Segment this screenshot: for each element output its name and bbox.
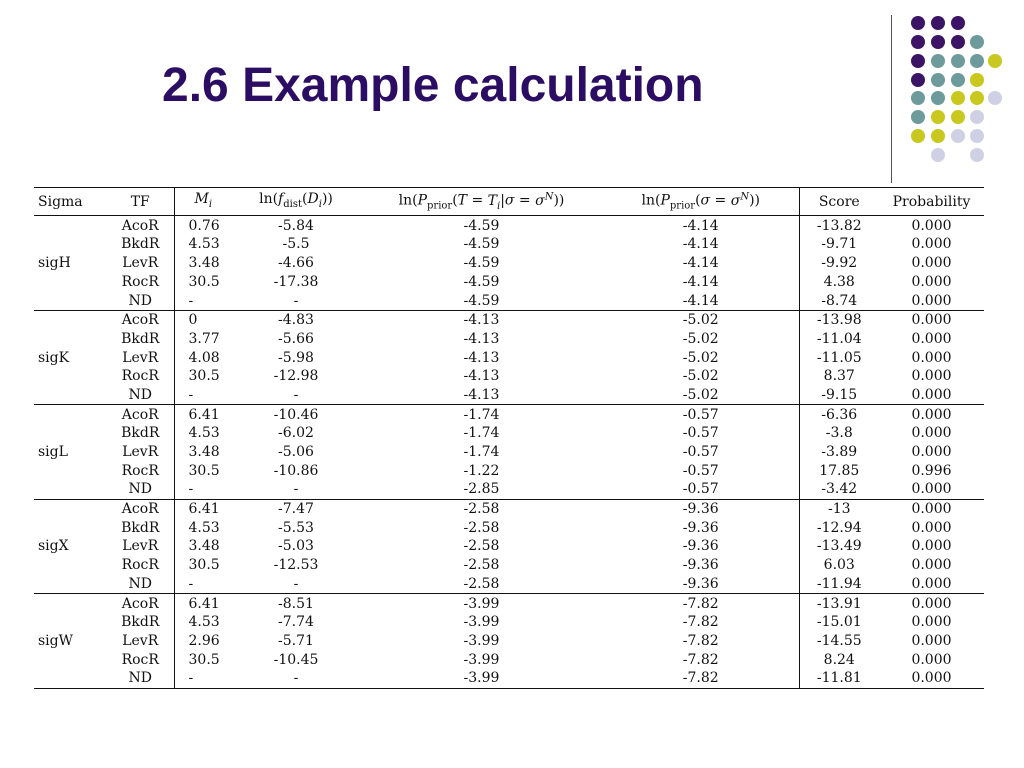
score-cell: 4.38 bbox=[823, 273, 855, 290]
sigma-group bbox=[34, 405, 984, 499]
mi-cell: 4.53 bbox=[188, 519, 220, 536]
sigma-cell: sigK bbox=[38, 349, 70, 366]
pprior-t-cell: -3.99 bbox=[463, 670, 500, 687]
decorative-dot bbox=[988, 54, 1002, 68]
decorative-dot bbox=[911, 54, 925, 68]
table-header-row bbox=[34, 188, 984, 216]
sigma-cell bbox=[34, 273, 107, 292]
pprior-t-cell: -1.22 bbox=[463, 462, 500, 479]
fdist-cell: -10.46 bbox=[273, 406, 319, 423]
probability-cell: 0.000 bbox=[911, 595, 952, 612]
sigma-cell bbox=[34, 405, 107, 424]
decorative-dot bbox=[931, 129, 945, 143]
pprior-t-cell: -4.13 bbox=[463, 312, 500, 329]
fdist-cell: -7.74 bbox=[278, 614, 314, 631]
pprior-sigma-cell: -5.02 bbox=[603, 386, 799, 405]
score-cell: 8.37 bbox=[823, 368, 855, 385]
sigma-group bbox=[34, 594, 984, 688]
score-cell: 8.24 bbox=[823, 651, 855, 668]
decorative-dot bbox=[951, 35, 965, 49]
probability-cell: 0.000 bbox=[911, 481, 952, 498]
sigma-cell: sigL bbox=[38, 444, 68, 461]
pprior-t-cell: -3.99 bbox=[463, 651, 500, 668]
score-cell: -13.98 bbox=[816, 312, 862, 329]
table-row bbox=[34, 273, 984, 292]
pprior-sigma-cell: -0.57 bbox=[603, 424, 799, 443]
pprior-sigma-cell: -4.14 bbox=[603, 254, 799, 273]
sigma-cell bbox=[34, 669, 107, 688]
tf-cell: ND bbox=[107, 291, 174, 310]
sigma-cell bbox=[34, 216, 107, 235]
table-row bbox=[34, 537, 984, 556]
tf-cell: BkdR bbox=[107, 424, 174, 443]
pprior-t-cell: -1.74 bbox=[463, 444, 500, 461]
decorative-dot bbox=[988, 91, 1002, 105]
decorative-dot bbox=[970, 110, 984, 124]
mi-cell: 4.53 bbox=[188, 236, 220, 253]
sigma-cell bbox=[34, 480, 107, 499]
pprior-t-cell: -4.13 bbox=[463, 349, 500, 366]
mi-cell: - bbox=[188, 670, 194, 687]
fdist-cell: -7.47 bbox=[278, 501, 314, 518]
pprior-sigma-cell: -7.82 bbox=[603, 669, 799, 688]
sigma-cell bbox=[34, 518, 107, 537]
table-row bbox=[34, 632, 984, 651]
sigma-cell bbox=[34, 613, 107, 632]
score-cell: -11.05 bbox=[816, 349, 862, 366]
decorative-dot bbox=[911, 16, 925, 30]
fdist-cell: - bbox=[293, 575, 299, 592]
pprior-sigma-cell: -0.57 bbox=[603, 443, 799, 462]
table-row bbox=[34, 367, 984, 386]
fdist-cell: -4.83 bbox=[278, 312, 314, 329]
tf-cell: RocR bbox=[107, 556, 174, 575]
mi-cell: - bbox=[188, 386, 194, 403]
mi-cell: 30.5 bbox=[188, 557, 220, 574]
table-row bbox=[34, 575, 984, 594]
decorative-dot bbox=[970, 129, 984, 143]
table-row bbox=[34, 461, 984, 480]
fdist-cell: - bbox=[293, 670, 299, 687]
header-ln-fdist: $\ln(f_{dist}(D_i))$ bbox=[259, 190, 333, 210]
pprior-t-cell: -4.13 bbox=[463, 330, 500, 347]
pprior-sigma-cell: -7.82 bbox=[603, 650, 799, 669]
table-row bbox=[34, 650, 984, 669]
table-row bbox=[34, 613, 984, 632]
table-row bbox=[34, 669, 984, 688]
probability-cell: 0.000 bbox=[911, 217, 952, 234]
probability-cell: 0.000 bbox=[911, 292, 952, 309]
probability-cell: 0.000 bbox=[911, 444, 952, 461]
pprior-t-cell: -4.13 bbox=[463, 386, 500, 403]
decorative-dot bbox=[951, 91, 965, 105]
pprior-sigma-cell: -5.02 bbox=[603, 348, 799, 367]
pprior-sigma-cell: -7.82 bbox=[603, 594, 799, 613]
probability-cell: 0.000 bbox=[911, 425, 952, 442]
tf-cell: BkdR bbox=[107, 235, 174, 254]
score-cell: -13.91 bbox=[816, 595, 862, 612]
tf-cell: LevR bbox=[107, 254, 174, 273]
table-row bbox=[34, 386, 984, 405]
mi-cell: 6.41 bbox=[188, 501, 220, 518]
decorative-dot bbox=[951, 16, 965, 30]
probability-cell: 0.000 bbox=[911, 236, 952, 253]
sigma-cell bbox=[34, 367, 107, 386]
score-cell: -6.36 bbox=[821, 406, 858, 423]
table-row bbox=[34, 424, 984, 443]
score-cell: -8.74 bbox=[821, 292, 858, 309]
mi-cell: 2.96 bbox=[188, 632, 220, 649]
probability-cell: 0.000 bbox=[911, 519, 952, 536]
decorative-dot bbox=[911, 110, 925, 124]
pprior-sigma-cell: -9.36 bbox=[603, 575, 799, 594]
score-cell: -13.82 bbox=[816, 217, 862, 234]
mi-cell: 30.5 bbox=[188, 273, 220, 290]
sigma-cell bbox=[34, 650, 107, 669]
pprior-sigma-cell: -5.02 bbox=[603, 367, 799, 386]
fdist-cell: -6.02 bbox=[278, 425, 314, 442]
pprior-sigma-cell: -9.36 bbox=[603, 499, 799, 518]
pprior-t-cell: -4.59 bbox=[463, 292, 500, 309]
sigma-cell bbox=[34, 575, 107, 594]
pprior-sigma-cell: -7.82 bbox=[603, 632, 799, 651]
fdist-cell: -5.98 bbox=[278, 349, 314, 366]
pprior-sigma-cell: -4.14 bbox=[603, 273, 799, 292]
table-row bbox=[34, 499, 984, 518]
fdist-cell: -12.98 bbox=[273, 368, 319, 385]
probability-cell: 0.000 bbox=[911, 614, 952, 631]
pprior-t-cell: -1.74 bbox=[463, 406, 500, 423]
sigma-cell bbox=[34, 291, 107, 310]
fdist-cell: -10.86 bbox=[273, 462, 319, 479]
tf-cell: RocR bbox=[107, 650, 174, 669]
decorative-dot bbox=[970, 148, 984, 162]
pprior-sigma-cell: -0.57 bbox=[603, 480, 799, 499]
decorative-dot bbox=[970, 73, 984, 87]
header-tf: TF bbox=[107, 188, 174, 216]
sigma-cell bbox=[34, 235, 107, 254]
mi-cell: 6.41 bbox=[188, 595, 220, 612]
tf-cell: ND bbox=[107, 669, 174, 688]
sigma-cell bbox=[34, 499, 107, 518]
tf-cell: LevR bbox=[107, 632, 174, 651]
mi-cell: 4.53 bbox=[188, 425, 220, 442]
pprior-sigma-cell: -4.14 bbox=[603, 216, 799, 235]
probability-cell: 0.000 bbox=[911, 273, 952, 290]
slide-title: 2.6 Example calculation bbox=[162, 59, 704, 112]
pprior-t-cell: -2.58 bbox=[463, 501, 500, 518]
table-row bbox=[34, 443, 984, 462]
sigma-cell bbox=[34, 330, 107, 349]
pprior-t-cell: -4.59 bbox=[463, 273, 500, 290]
header-score: Score bbox=[818, 193, 860, 210]
tf-cell: RocR bbox=[107, 273, 174, 292]
probability-cell: 0.000 bbox=[911, 575, 952, 592]
pprior-t-cell: -2.85 bbox=[463, 481, 500, 498]
fdist-cell: -5.06 bbox=[278, 444, 314, 461]
mi-cell: - bbox=[188, 292, 194, 309]
mi-cell: 6.41 bbox=[188, 406, 220, 423]
decorative-dot bbox=[951, 54, 965, 68]
pprior-sigma-cell: -0.57 bbox=[603, 461, 799, 480]
mi-cell: 3.77 bbox=[188, 330, 220, 347]
fdist-cell: -4.66 bbox=[278, 255, 314, 272]
decorative-dot bbox=[931, 35, 945, 49]
table-row bbox=[34, 405, 984, 424]
header-probability: Probability bbox=[892, 193, 971, 210]
tf-cell: AcoR bbox=[107, 594, 174, 613]
pprior-t-cell: -4.59 bbox=[463, 255, 500, 272]
probability-cell: 0.000 bbox=[911, 632, 952, 649]
pprior-t-cell: -4.59 bbox=[463, 236, 500, 253]
decorative-dot bbox=[931, 91, 945, 105]
decorative-dot bbox=[970, 35, 984, 49]
probability-cell: 0.000 bbox=[911, 330, 952, 347]
decorative-dot bbox=[931, 54, 945, 68]
decorative-dot-grid bbox=[0, 0, 1024, 200]
table-row bbox=[34, 235, 984, 254]
sigma-cell bbox=[34, 594, 107, 613]
probability-cell: 0.000 bbox=[911, 501, 952, 518]
pprior-t-cell: -4.59 bbox=[463, 217, 500, 234]
sigma-cell bbox=[34, 556, 107, 575]
calculation-table bbox=[34, 187, 984, 689]
score-cell: -13 bbox=[827, 501, 851, 518]
tf-cell: LevR bbox=[107, 348, 174, 367]
header-mi: $M_i$ bbox=[194, 190, 213, 210]
decorative-dot bbox=[970, 91, 984, 105]
decorative-dot bbox=[951, 110, 965, 124]
score-cell: -9.15 bbox=[821, 386, 858, 403]
decorative-dot bbox=[911, 91, 925, 105]
fdist-cell: - bbox=[293, 386, 299, 403]
score-cell: -11.81 bbox=[816, 670, 862, 687]
mi-cell: 30.5 bbox=[188, 368, 220, 385]
decorative-dot bbox=[911, 129, 925, 143]
header-ln-pprior-t: $\ln(P_{prior}(T = T_i|\sigma = \sigma^N))$ bbox=[398, 191, 565, 212]
pprior-sigma-cell: -9.36 bbox=[603, 518, 799, 537]
score-cell: -3.89 bbox=[821, 444, 858, 461]
tf-cell: AcoR bbox=[107, 310, 174, 329]
probability-cell: 0.000 bbox=[911, 557, 952, 574]
tf-cell: RocR bbox=[107, 461, 174, 480]
pprior-t-cell: -2.58 bbox=[463, 519, 500, 536]
header-sigma: Sigma bbox=[38, 193, 83, 210]
fdist-cell: - bbox=[293, 292, 299, 309]
decorative-dot bbox=[951, 129, 965, 143]
decorative-dot bbox=[911, 35, 925, 49]
table-row bbox=[34, 480, 984, 499]
score-cell: -3.42 bbox=[821, 481, 858, 498]
pprior-t-cell: -2.58 bbox=[463, 557, 500, 574]
pprior-t-cell: -1.74 bbox=[463, 425, 500, 442]
score-cell: -12.94 bbox=[816, 519, 862, 536]
pprior-sigma-cell: -9.36 bbox=[603, 537, 799, 556]
sigma-cell bbox=[34, 461, 107, 480]
decorative-dot bbox=[970, 54, 984, 68]
tf-cell: AcoR bbox=[107, 216, 174, 235]
score-cell: -11.04 bbox=[816, 330, 862, 347]
tf-cell: AcoR bbox=[107, 405, 174, 424]
mi-cell: 4.53 bbox=[188, 614, 220, 631]
pprior-t-cell: -2.58 bbox=[463, 575, 500, 592]
mi-cell: - bbox=[188, 575, 194, 592]
tf-cell: BkdR bbox=[107, 518, 174, 537]
probability-cell: 0.000 bbox=[911, 651, 952, 668]
decorative-dot bbox=[931, 16, 945, 30]
score-cell: -13.49 bbox=[816, 538, 862, 555]
fdist-cell: -12.53 bbox=[273, 557, 319, 574]
table-row bbox=[34, 518, 984, 537]
mi-cell: 30.5 bbox=[188, 651, 220, 668]
fdist-cell: -17.38 bbox=[273, 273, 319, 290]
mi-cell: 30.5 bbox=[188, 462, 220, 479]
tf-cell: ND bbox=[107, 386, 174, 405]
table-row bbox=[34, 330, 984, 349]
pprior-sigma-cell: -4.14 bbox=[603, 291, 799, 310]
fdist-cell: -8.51 bbox=[278, 595, 314, 612]
pprior-sigma-cell: -7.82 bbox=[603, 613, 799, 632]
score-cell: -9.71 bbox=[821, 236, 858, 253]
sigma-cell: sigH bbox=[38, 255, 71, 272]
mi-cell: 4.08 bbox=[188, 349, 220, 366]
decorative-dot bbox=[951, 73, 965, 87]
table-row bbox=[34, 291, 984, 310]
pprior-sigma-cell: -5.02 bbox=[603, 330, 799, 349]
probability-cell: 0.000 bbox=[911, 349, 952, 366]
probability-cell: 0.000 bbox=[911, 368, 952, 385]
table-row bbox=[34, 594, 984, 613]
probability-cell: 0.000 bbox=[911, 386, 952, 403]
table-row bbox=[34, 216, 984, 235]
probability-cell: 0.996 bbox=[911, 462, 952, 479]
table-row bbox=[34, 310, 984, 329]
mi-cell: 3.48 bbox=[188, 255, 220, 272]
fdist-cell: -5.03 bbox=[278, 538, 314, 555]
sigma-cell bbox=[34, 310, 107, 329]
pprior-t-cell: -4.13 bbox=[463, 368, 500, 385]
fdist-cell: -5.66 bbox=[278, 330, 314, 347]
sigma-cell bbox=[34, 386, 107, 405]
decorative-dot bbox=[931, 73, 945, 87]
probability-cell: 0.000 bbox=[911, 670, 952, 687]
probability-cell: 0.000 bbox=[911, 312, 952, 329]
sigma-cell: sigW bbox=[38, 632, 74, 649]
tf-cell: LevR bbox=[107, 537, 174, 556]
decorative-dot bbox=[911, 73, 925, 87]
fdist-cell: -5.84 bbox=[278, 217, 314, 234]
sigma-group bbox=[34, 499, 984, 593]
score-cell: -11.94 bbox=[816, 575, 862, 592]
sigma-group bbox=[34, 216, 984, 310]
probability-cell: 0.000 bbox=[911, 406, 952, 423]
fdist-cell: -10.45 bbox=[273, 651, 319, 668]
score-cell: -9.92 bbox=[821, 255, 858, 272]
pprior-t-cell: -3.99 bbox=[463, 632, 500, 649]
mi-cell: - bbox=[188, 481, 194, 498]
pprior-sigma-cell: -9.36 bbox=[603, 556, 799, 575]
score-cell: 6.03 bbox=[823, 557, 855, 574]
fdist-cell: -5.71 bbox=[278, 632, 314, 649]
tf-cell: ND bbox=[107, 480, 174, 499]
score-cell: -3.8 bbox=[825, 425, 853, 442]
mi-cell: 3.48 bbox=[188, 538, 220, 555]
tf-cell: RocR bbox=[107, 367, 174, 386]
score-cell: -15.01 bbox=[816, 614, 862, 631]
pprior-sigma-cell: -0.57 bbox=[603, 405, 799, 424]
fdist-cell: -5.53 bbox=[278, 519, 314, 536]
fdist-cell: - bbox=[293, 481, 299, 498]
table-row bbox=[34, 254, 984, 273]
pprior-sigma-cell: -5.02 bbox=[603, 310, 799, 329]
score-cell: 17.85 bbox=[819, 462, 860, 479]
sigma-group bbox=[34, 310, 984, 404]
probability-cell: 0.000 bbox=[911, 255, 952, 272]
fdist-cell: -5.5 bbox=[282, 236, 310, 253]
tf-cell: AcoR bbox=[107, 499, 174, 518]
probability-cell: 0.000 bbox=[911, 538, 952, 555]
tf-cell: BkdR bbox=[107, 613, 174, 632]
decorative-dot bbox=[931, 148, 945, 162]
pprior-sigma-cell: -4.14 bbox=[603, 235, 799, 254]
sigma-cell: sigX bbox=[38, 538, 69, 555]
score-cell: -14.55 bbox=[816, 632, 862, 649]
mi-cell: 0 bbox=[188, 312, 198, 329]
pprior-t-cell: -2.58 bbox=[463, 538, 500, 555]
tf-cell: LevR bbox=[107, 443, 174, 462]
mi-cell: 0.76 bbox=[188, 217, 220, 234]
sigma-cell bbox=[34, 424, 107, 443]
table-row bbox=[34, 348, 984, 367]
mi-cell: 3.48 bbox=[188, 444, 220, 461]
tf-cell: ND bbox=[107, 575, 174, 594]
header-ln-pprior-sigma: $\ln(P_{prior}(\sigma = \sigma^N))$ bbox=[603, 188, 799, 216]
table-row bbox=[34, 556, 984, 575]
decorative-dot bbox=[931, 110, 945, 124]
pprior-t-cell: -3.99 bbox=[463, 614, 500, 631]
tf-cell: BkdR bbox=[107, 330, 174, 349]
pprior-t-cell: -3.99 bbox=[463, 595, 500, 612]
